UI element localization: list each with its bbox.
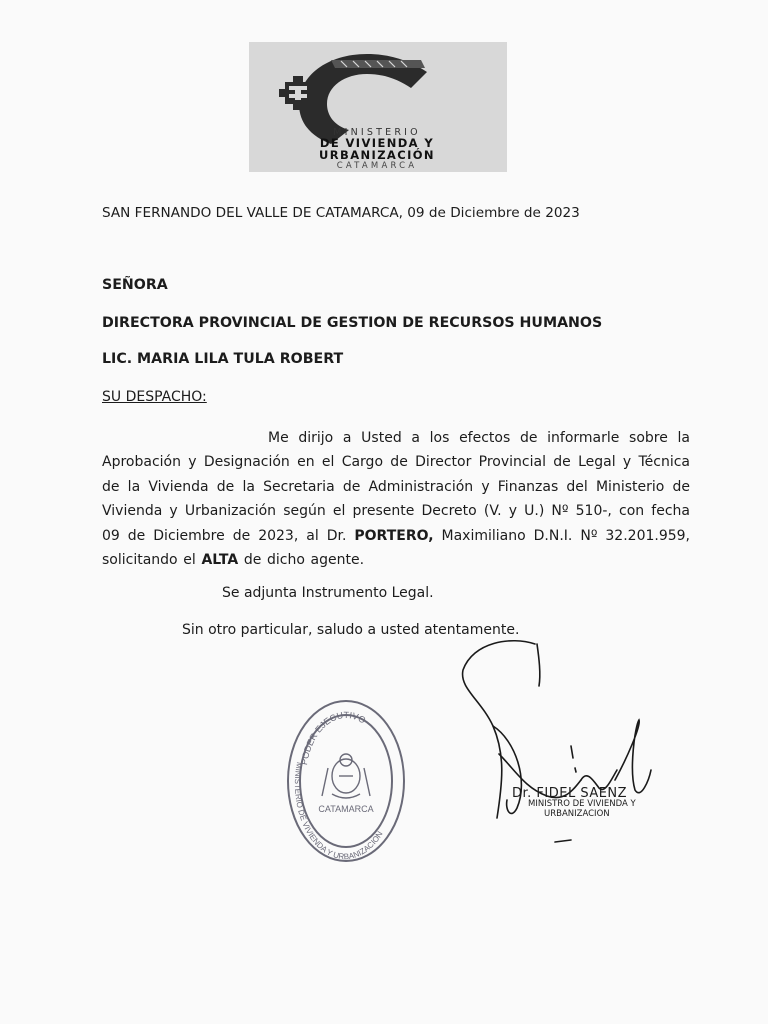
body-text-1: Me dirijo a Usted a los efectos de informarle sobre la Aprobación y Designación en el Cargo de Director Provincial de Legal y Técnica de la Vivienda de la Secretaria de Administración y Finanzas del Ministerio de Vivienda y Urbanización según el presente Decreto (V. y U.) Nº 510-, con fecha 09 de Diciembre de 2023, al Dr.: [102, 430, 690, 544]
official-seal-stamp: [284, 698, 408, 864]
coat-of-arms-icon: [322, 754, 370, 798]
body-text-2: Maximiliano D.N.I. Nº 32.201.959, solicitando el: [102, 527, 691, 569]
logo-line-ministerio: MINISTERIO: [333, 127, 421, 138]
date-line: SAN FERNANDO DEL VALLE DE CATAMARCA, 09 de Diciembre de 2023: [102, 205, 580, 221]
body-text-3: de dicho agente.: [238, 552, 365, 569]
logo-line-urbanizacion: URBANIZACIÓN: [319, 148, 435, 162]
body-paragraph: [102, 426, 690, 572]
ministry-logo: [249, 42, 507, 172]
recipient-position: DIRECTORA PROVINCIAL DE GESTION DE RECURSOS HUMANOS: [102, 315, 603, 331]
seal-ring-text: MINISTERIO DE VIVIENDA Y URBANIZACION: [292, 761, 385, 862]
su-despacho: SU DESPACHO:: [102, 389, 207, 405]
attachment-line: Se adjunta Instrumento Legal.: [222, 585, 434, 601]
closing-line: Sin otro particular, saludo a usted atentamente.: [182, 622, 520, 638]
logo-line-catamarca: CATAMARCA: [336, 161, 418, 171]
signatory-title-line2: URBANIZACION: [544, 809, 610, 819]
body-alta: ALTA: [201, 552, 239, 569]
recipient-name: LIC. MARIA LILA TULA ROBERT: [102, 351, 344, 367]
recipient-salutation: SEÑORA: [102, 277, 168, 293]
signatory-name: Dr. FIDEL SAENZ: [512, 786, 628, 801]
signatory-title-line1: MINISTRO DE VIVIENDA Y: [528, 799, 636, 809]
seal-top-text: PODER EJECUTIVO: [298, 709, 368, 766]
body-surname: PORTERO,: [354, 527, 434, 544]
logo-line-vivienda: DE VIVIENDA Y: [319, 136, 435, 150]
seal-center-text: CATAMARCA: [318, 804, 374, 814]
